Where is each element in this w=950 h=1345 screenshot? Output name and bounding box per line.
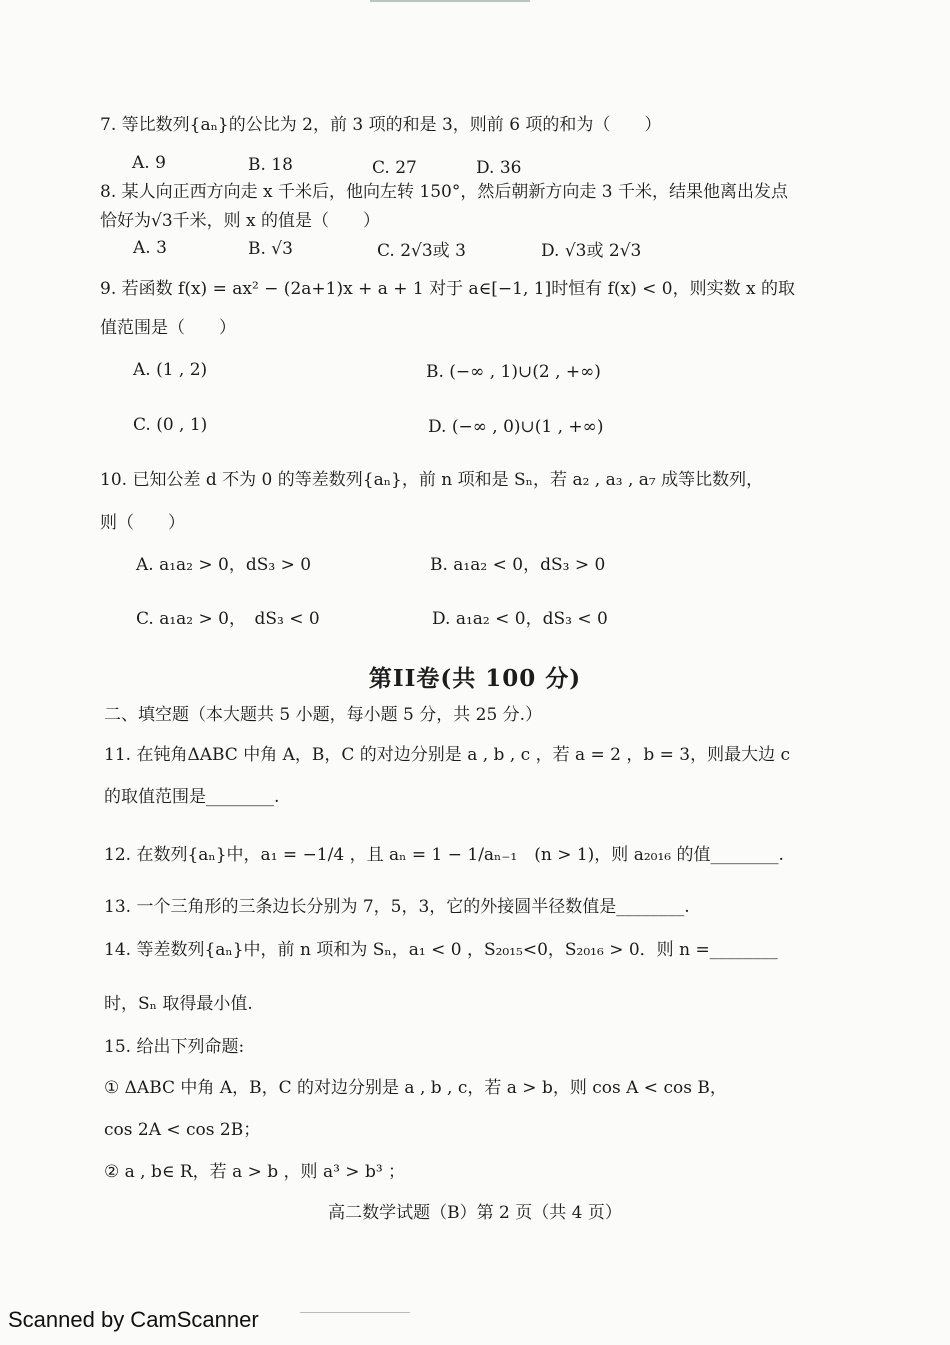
question-12-line: 12. 在数列{aₙ}中，a₁ = −1/4 ，且 aₙ = 1 − 1/aₙ₋₁ (n > 1)，则 a₂₀₁₆ 的值________. — [104, 845, 784, 865]
scan-edge-mark-bottom — [300, 1312, 410, 1313]
question-8-option-b: B. √3 — [248, 239, 293, 259]
question-9-option-d: D. (−∞ , 0)∪(1 , +∞) — [428, 417, 604, 437]
question-9-option-a: A. (1 , 2) — [133, 360, 208, 380]
question-15-item-2: ② a , b∈ R，若 a > b ，则 a³ > b³ ； — [104, 1162, 406, 1182]
camscanner-watermark: Scanned by CamScanner — [8, 1307, 259, 1332]
question-9-line-1: 9. 若函数 f(x) = ax² − (2a+1)x + a + 1 对于 a∈[−1, 1]时恒有 f(x) < 0，则实数 x 的取 — [100, 279, 796, 299]
question-15-item-1-line-1: ① ΔABC 中角 A，B，C 的对边分别是 a , b , c，若 a > b，则 cos A < cos B， — [104, 1078, 727, 1098]
question-8-line-2: 恰好为√3千米，则 x 的值是（ ） — [100, 211, 381, 231]
question-7-option-b: B. 18 — [248, 155, 293, 175]
question-15-item-1-line-2: cos 2A < cos 2B； — [104, 1120, 261, 1140]
question-8-option-a: A. 3 — [133, 238, 167, 258]
question-11-line-1: 11. 在钝角ΔABC 中角 A，B，C 的对边分别是 a , b , c ，若 a = 2 ，b = 3，则最大边 c — [104, 745, 791, 765]
question-8-option-c: C. 2√3或 3 — [377, 241, 466, 261]
question-14-line-2: 时，Sₙ 取得最小值. — [104, 994, 253, 1014]
question-7-option-d: D. 36 — [476, 158, 522, 178]
question-8-line-1: 8. 某人向正西方向走 x 千米后，他向左转 150°，然后朝新方向走 3 千米，结果他离出发点 — [100, 182, 788, 202]
section-2-title: 第II卷(共 100 分) — [368, 665, 582, 692]
question-7-stem: 7. 等比数列{aₙ}的公比为 2，前 3 项的和是 3，则前 6 项的和为（ ） — [100, 115, 662, 135]
question-15-stem: 15. 给出下列命题: — [104, 1037, 245, 1057]
question-9-option-b: B. (−∞ , 1)∪(2 , +∞) — [426, 362, 601, 382]
scan-edge-mark — [370, 0, 530, 2]
question-7-option-c: C. 27 — [372, 158, 417, 178]
question-10-line-2: 则（ ） — [100, 513, 185, 533]
question-10-option-c: C. a₁a₂ > 0， dS₃ < 0 — [136, 609, 320, 629]
question-10-line-1: 10. 已知公差 d 不为 0 的等差数列{aₙ}，前 n 项和是 Sₙ，若 a₂ , a₃ , a₇ 成等比数列， — [100, 470, 764, 490]
question-9-option-c: C. (0 , 1) — [133, 415, 208, 435]
question-9-line-2: 值范围是（ ） — [100, 318, 236, 338]
question-10-option-a: A. a₁a₂ > 0，dS₃ > 0 — [136, 555, 312, 575]
question-8-option-d: D. √3或 2√3 — [541, 241, 642, 261]
section-2-heading: 二、填空题（本大题共 5 小题，每小题 5 分，共 25 分.） — [104, 705, 543, 725]
question-14-line-1: 14. 等差数列{aₙ}中，前 n 项和为 Sₙ，a₁ < 0 ，S₂₀₁₅<0，S₂₀₁₆ > 0．则 n =________ — [104, 940, 778, 960]
question-11-line-2: 的取值范围是________. — [104, 787, 280, 807]
page-footer: 高二数学试题（B）第 2 页（共 4 页） — [328, 1203, 622, 1223]
question-10-option-d: D. a₁a₂ < 0，dS₃ < 0 — [432, 609, 608, 629]
question-7-option-a: A. 9 — [132, 153, 166, 173]
question-10-option-b: B. a₁a₂ < 0，dS₃ > 0 — [430, 555, 606, 575]
question-13-line: 13. 一个三角形的三条边长分别为 7，5，3，它的外接圆半径数值是________. — [104, 897, 690, 917]
